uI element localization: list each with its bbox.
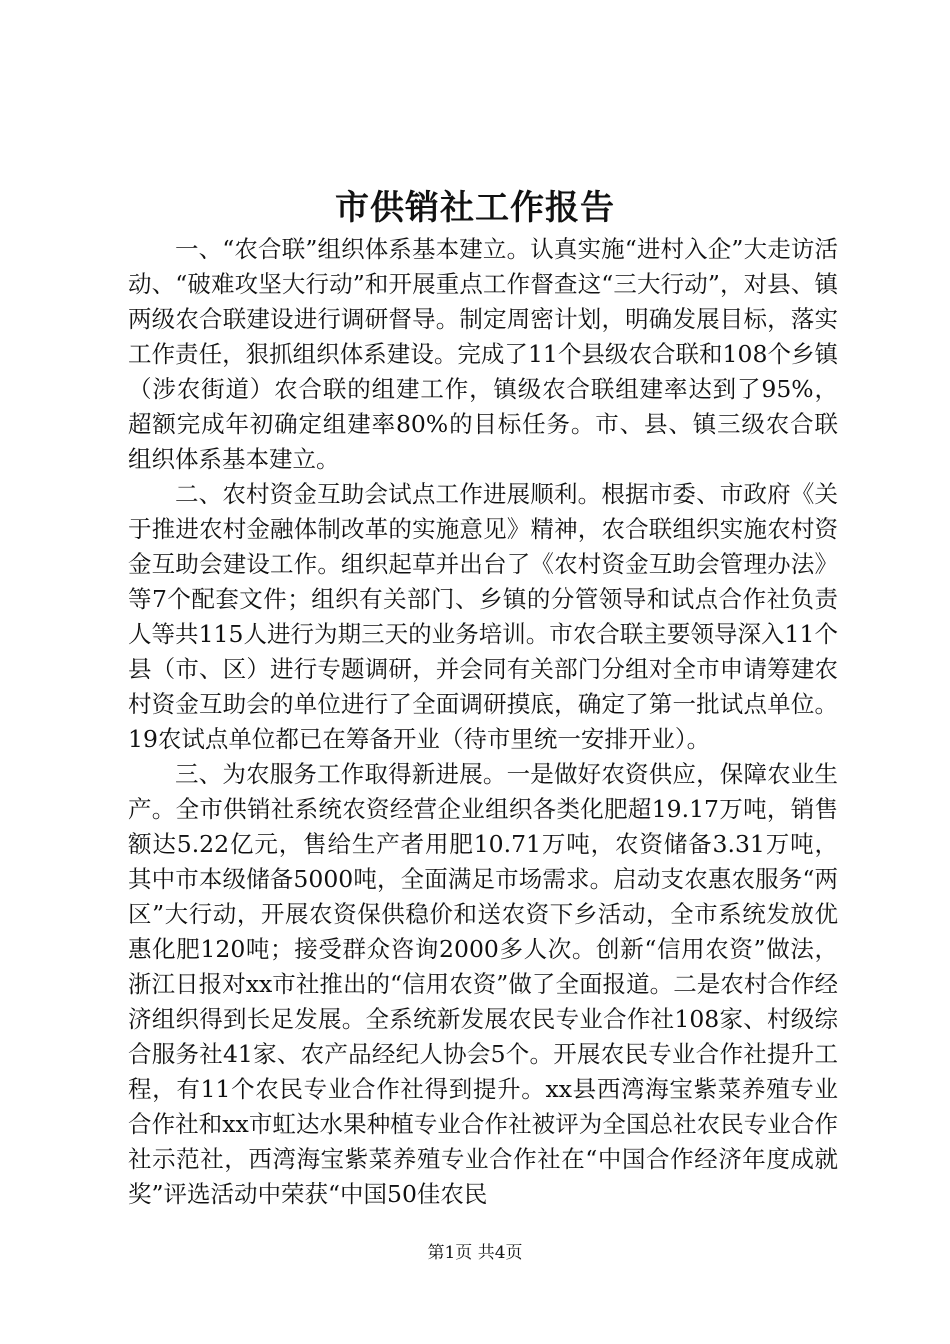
page-footer: 第1页 共4页 <box>427 1243 523 1263</box>
document-title: 市供销社工作报告 <box>335 188 615 228</box>
paragraph-1: 一、“农合联”组织体系基本建立。认真实施“进村入企”大走访活动、“破难攻坚大行动”和开展重点工作督查这“三大行动”，对县、镇两级农合联建设进行调研督导。制定周密计划，明确发展目标，落实工作责任，狠抓组织体系建设。完成了11个县级农合联和108个乡镇（涉农街道）农合联的组建工作，镇级农合联组建率达到了95%，超额完成年初确定组建率80%的目标任务。市、县、镇三级农合联组织体系基本建立。 <box>128 235 838 473</box>
paragraph-2: 二、农村资金互助会试点工作进展顺利。根据市委、市政府《关于推进农村金融体制改革的实施意见》精神，农合联组织实施农村资金互助会建设工作。组织起草并出台了《农村资金互助会管理办法》等7个配套文件；组织有关部门、乡镇的分管领导和试点合作社负责人等共115人进行为期三天的业务培训。市农合联主要领导深入11个县（市、区）进行专题调研，并会同有关部门分组对全市申请筹建农村资金互助会的单位进行了全面调研摸底，确定了第一批试点单位。19农试点单位都已在筹备开业（待市里统一安排开业）。 <box>128 480 838 753</box>
document-body <box>128 232 838 1212</box>
paragraph-3: 三、为农服务工作取得新进展。一是做好农资供应，保障农业生产。全市供销社系统农资经营企业组织各类化肥超19.17万吨，销售额达5.22亿元，售给生产者用肥10.71万吨，农资储备3.31万吨，其中市本级储备5000吨，全面满足市场需求。启动支农惠农服务“两区”大行动，开展农资保供稳价和送农资下乡活动，全市系统发放优惠化肥120吨；接受群众咨询2000多人次。创新“信用农资”做法，浙江日报对xx市社推出的“信用农资”做了全面报道。二是农村合作经济组织得到长足发展。全系统新发展农民专业合作社108家、村级综合服务社41家、农产品经纪人协会5个。开展农民专业合作社提升工程，有11个农民专业合作社得到提升。xx县西湾海宝紫菜养殖专业合作社和xx市虹达水果种植专业合作社被评为全国总社农民专业合作社示范社，西湾海宝紫菜养殖专业合作社在“中国合作经济年度成就奖”评选活动中荣获“中国50佳农民 <box>128 760 838 1208</box>
